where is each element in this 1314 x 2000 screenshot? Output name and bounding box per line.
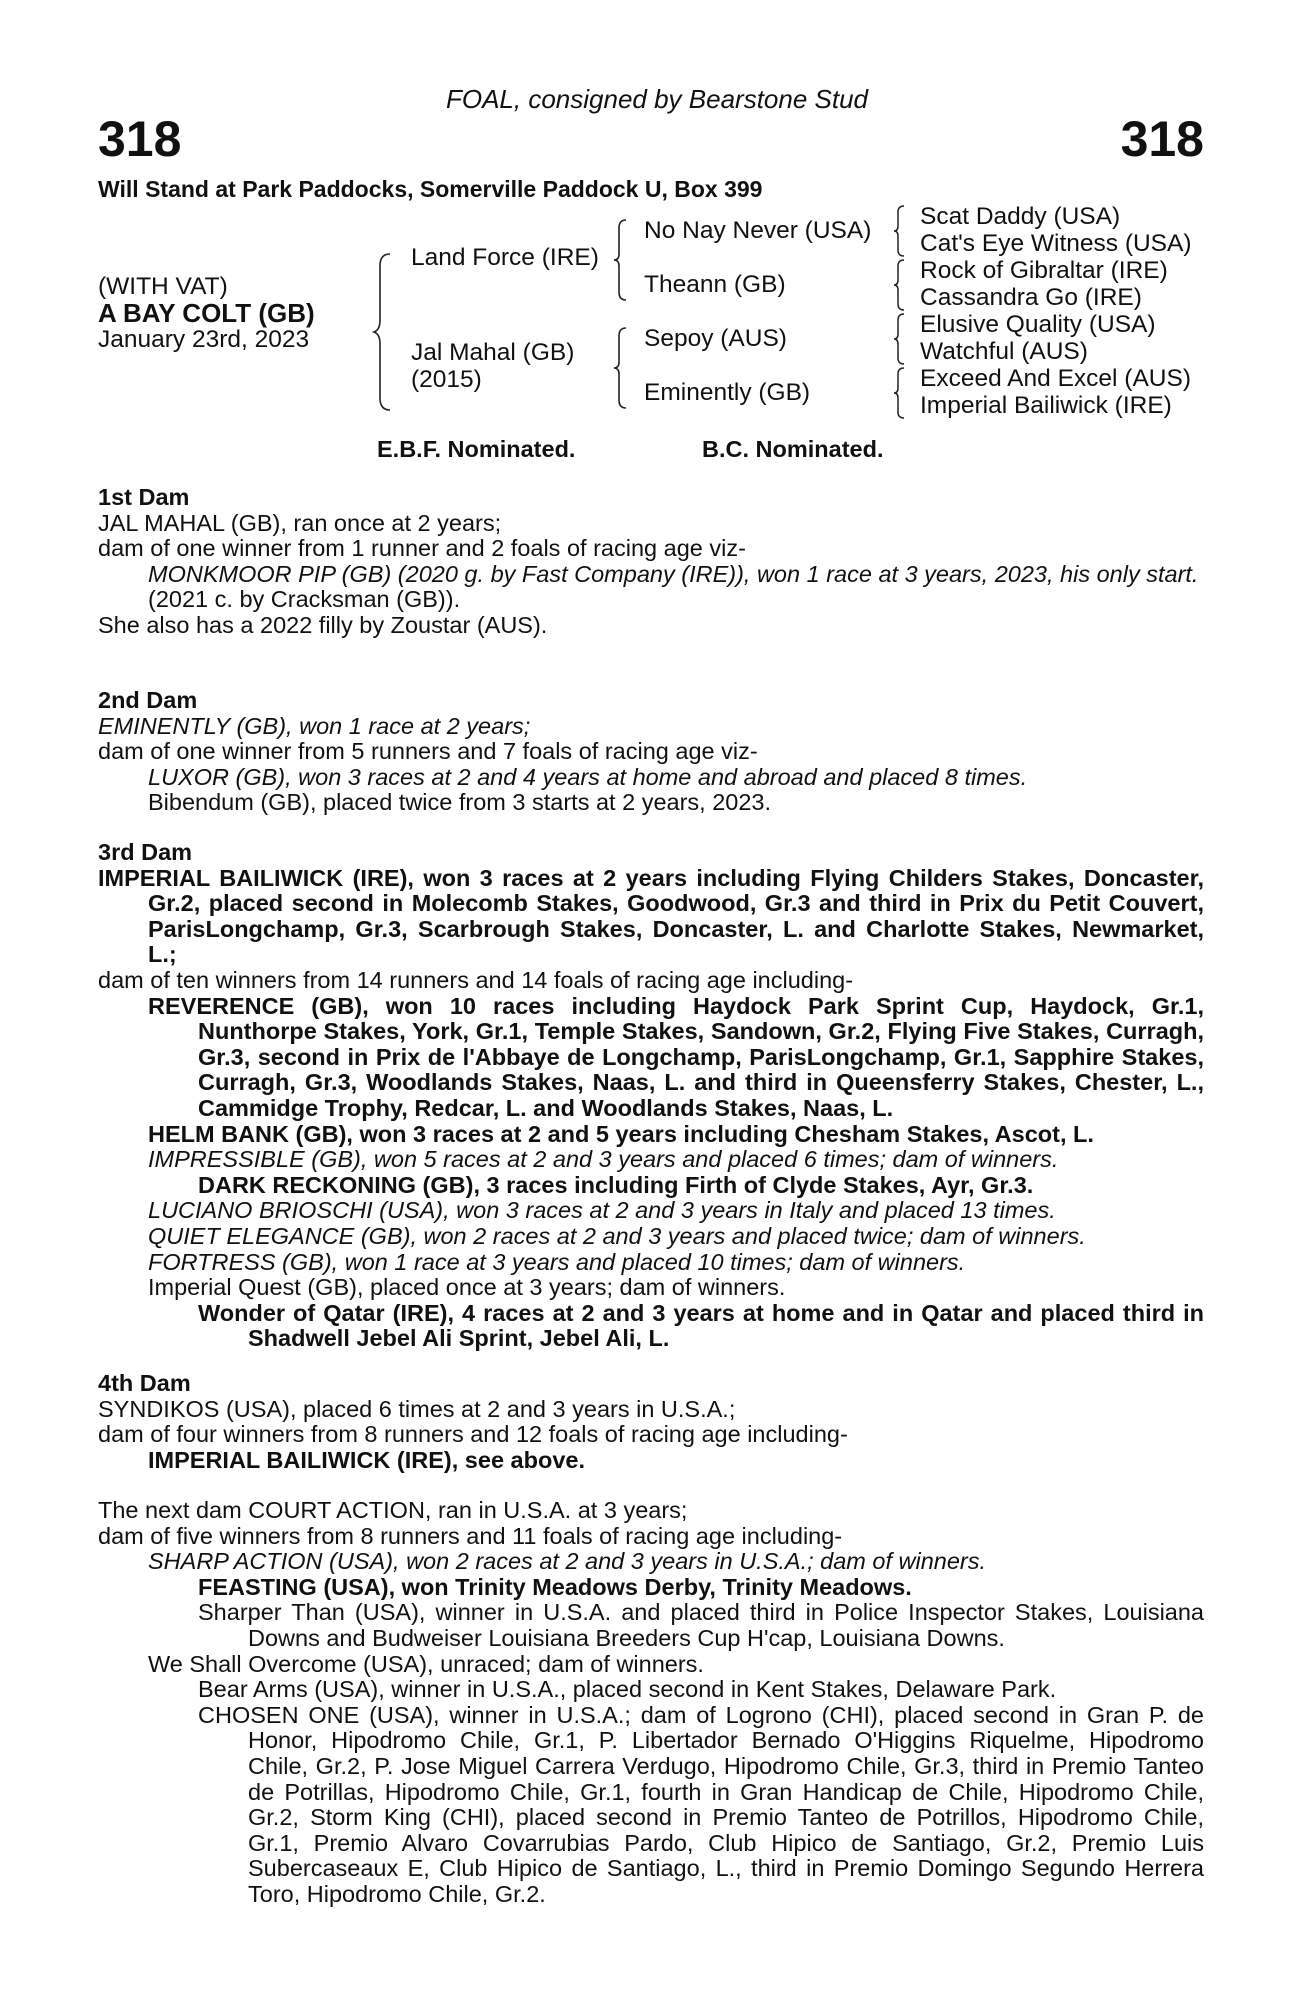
section-2nd-dam — [98, 688, 1204, 816]
lot-number-right: 318 — [1120, 111, 1204, 167]
ebf-nomination: E.B.F. Nominated. — [377, 436, 576, 462]
produce-entry: We Shall Overcome (USA), unraced; dam of winners. — [148, 1650, 704, 1677]
dam-sire: Sepoy (AUS) — [644, 325, 787, 352]
produce-entry: REVERENCE (GB), won 10 races including Haydock Park Sprint Cup, Haydock, Gr.1, Nunthorpe Stakes, York, Gr.1, Temple Stakes, Sandown, Gr.2, Flying Five Stakes, Curragh, Gr.3, second in Prix de l'Abbaye de Longchamp, ParisLongchamp, Gr.1, Sapphire Stakes, Curragh, Gr.3, Woodlands Stakes, Naas, L. and third in Queensferry Stakes, Chester, L., Cammidge Trophy, Redcar, L. and Woodlands Stakes, Naas, L. — [148, 992, 1204, 1121]
section-title: 1st Dam — [98, 484, 190, 510]
pedigree-brace-g3-2 — [892, 258, 908, 312]
dam-produce-summary: dam of five winners from 8 runners and 11 foals of racing age including- — [98, 1522, 843, 1549]
pedigree-brace-g3-4 — [892, 366, 908, 420]
stand-location: Will Stand at Park Paddocks, Somerville Paddock U, Box 399 — [98, 176, 763, 202]
dam-produce-summary: dam of ten winners from 14 runners and 14 foals of racing age including- — [98, 966, 854, 993]
dam-produce-summary: dam of four winners from 8 runners and 12 foals of racing age including- — [98, 1421, 848, 1448]
vat-note: (WITH VAT) — [98, 273, 228, 300]
produce-entry: FORTRESS (GB), won 1 race at 3 years and placed 10 times; dam of winners. — [148, 1248, 966, 1275]
grand-produce-entry: Sharper Than (USA), winner in U.S.A. and placed third in Police Inspector Stakes, Louisiana Downs and Budweiser Louisiana Breeders Cup H'cap, Louisiana Downs. — [198, 1599, 1204, 1651]
produce-entry: (2021 c. by Cracksman (GB)). — [148, 586, 461, 613]
pedigree-brace-g3-1 — [892, 204, 908, 258]
section-1st-dam — [98, 485, 1204, 639]
horse-dob: January 23rd, 2023 — [98, 326, 310, 353]
grand-produce-entry: Bear Arms (USA), winner in U.S.A., placed second in Kent Stakes, Delaware Park. — [198, 1676, 1057, 1703]
dam-sire-dam: Watchful (AUS) — [920, 338, 1088, 365]
dam-dam-sire: Exceed And Excel (AUS) — [920, 365, 1191, 392]
produce-entry: Imperial Quest (GB), placed once at 3 years; dam of winners. — [148, 1274, 786, 1301]
produce-entry: Bibendum (GB), placed twice from 3 starts at 2 years, 2023. — [148, 789, 772, 816]
dam-line: The next dam COURT ACTION, ran in U.S.A. at 3 years; — [98, 1497, 688, 1523]
section-title: 3rd Dam — [98, 839, 193, 865]
horse-name: A BAY COLT (GB) — [98, 298, 315, 328]
sire-dam: Theann (GB) — [644, 271, 786, 298]
produce-note: She also has a 2022 filly by Zoustar (AUS). — [98, 611, 548, 638]
dam-line: IMPERIAL BAILIWICK (IRE), won 3 races at 2 years including Flying Childers Stakes, Doncaster, Gr.2, placed second in Molecomb Stakes, Goodwood, Gr.3 and third in Prix du Petit Couvert, ParisLongchamp, Gr.3, Scarbrough Stakes, Doncaster, L. and Charlotte Stakes, Newmarket, L.; — [98, 864, 1204, 968]
grand-produce-entry: CHOSEN ONE (USA), winner in U.S.A.; dam of Logrono (CHI), placed second in Gran P. de Honor, Hipodromo Chile, Gr.1, P. Libertador Bernado O'Higgins Riquelme, Hipodromo Chile, Gr.2, P. Jose Miguel Carrera Verdugo, Hipodromo Chile, Gr.3, third in Premio Tanteo de Potrillas, Hipodromo Chile, Gr.1, fourth in Gran Handicap de Chile, Hipodromo Chile, Gr.2, Storm King (CHI), placed second in Premio Tanteo de Potrillos, Hipodromo Chile, Gr.1, Premio Alvaro Covarrubias Pardo, Club Hipico de Santiago, Gr.2, Premio Luis Subercaseaux E, Club Hipico de Santiago, L., third in Premio Domingo Segundo Herrera Toro, Hipodromo Chile, Gr.2. — [198, 1701, 1204, 1907]
produce-entry: QUIET ELEGANCE (GB), won 2 races at 2 and 3 years and placed twice; dam of winners. — [148, 1222, 1086, 1249]
produce-entry: LUCIANO BRIOSCHI (USA), won 3 races at 2 and 3 years in Italy and placed 13 times. — [148, 1197, 1056, 1224]
dam-line: EMINENTLY (GB), won 1 race at 2 years; — [98, 712, 531, 739]
pedigree-brace-dam — [612, 326, 630, 410]
produce-entry: IMPERIAL BAILIWICK (IRE), see above. — [148, 1446, 585, 1473]
sire-dam-sire: Rock of Gibraltar (IRE) — [920, 257, 1168, 284]
dam-line: SYNDIKOS (USA), placed 6 times at 2 and 3 years in U.S.A.; — [98, 1395, 736, 1422]
sire-sire-dam: Cat's Eye Witness (USA) — [920, 230, 1192, 257]
produce-entry: MONKMOOR PIP (GB) (2020 g. by Fast Company (IRE)), won 1 race at 3 years, 2023, his only start. — [148, 560, 1199, 587]
bc-nomination: B.C. Nominated. — [702, 436, 884, 462]
dam-year: (2015) — [411, 366, 482, 393]
dam-produce-summary: dam of one winner from 1 runner and 2 foals of racing age viz- — [98, 535, 746, 562]
pedigree-brace-main — [372, 252, 394, 412]
consignor-line: FOAL, consigned by Bearstone Stud — [445, 84, 869, 114]
section-title: 2nd Dam — [98, 687, 198, 713]
section-title: 4th Dam — [98, 1370, 191, 1396]
grand-produce-entry: DARK RECKONING (GB), 3 races including Firth of Clyde Stakes, Ayr, Gr.3. — [198, 1171, 1034, 1198]
dam-line: JAL MAHAL (GB), ran once at 2 years; — [98, 509, 502, 536]
pedigree-brace-sire — [612, 218, 630, 302]
sire-sire: No Nay Never (USA) — [644, 217, 872, 244]
produce-entry: SHARP ACTION (USA), won 2 races at 2 and 3 years in U.S.A.; dam of winners. — [148, 1548, 987, 1575]
produce-entry: HELM BANK (GB), won 3 races at 2 and 5 years including Chesham Stakes, Ascot, L. — [148, 1120, 1094, 1147]
section-next-dam — [98, 1498, 1204, 1908]
sire-sire-sire: Scat Daddy (USA) — [920, 203, 1121, 230]
sire-name: Land Force (IRE) — [411, 244, 599, 271]
dam-name: Jal Mahal (GB) — [411, 339, 575, 366]
produce-entry: IMPRESSIBLE (GB), won 5 races at 2 and 3 years and placed 6 times; dam of winners. — [148, 1146, 1059, 1173]
produce-entry: LUXOR (GB), won 3 races at 2 and 4 years at home and abroad and placed 8 times. — [148, 763, 1028, 790]
section-4th-dam — [98, 1371, 1204, 1473]
lot-number-left: 318 — [98, 111, 182, 167]
dam-produce-summary: dam of one winner from 5 runners and 7 foals of racing age viz- — [98, 738, 758, 765]
dam-sire-sire: Elusive Quality (USA) — [920, 311, 1156, 338]
pedigree-brace-g3-3 — [892, 312, 908, 366]
grand-produce-entry: Wonder of Qatar (IRE), 4 races at 2 and 3 years at home and in Qatar and placed third in Shadwell Jebel Ali Sprint, Jebel Ali, L. — [198, 1299, 1204, 1352]
grand-produce-entry: FEASTING (USA), won Trinity Meadows Derby, Trinity Meadows. — [198, 1573, 912, 1600]
section-3rd-dam — [98, 840, 1204, 1352]
sire-dam-dam: Cassandra Go (IRE) — [920, 284, 1142, 311]
dam-dam: Eminently (GB) — [644, 379, 811, 406]
dam-dam-dam: Imperial Bailiwick (IRE) — [920, 392, 1172, 419]
